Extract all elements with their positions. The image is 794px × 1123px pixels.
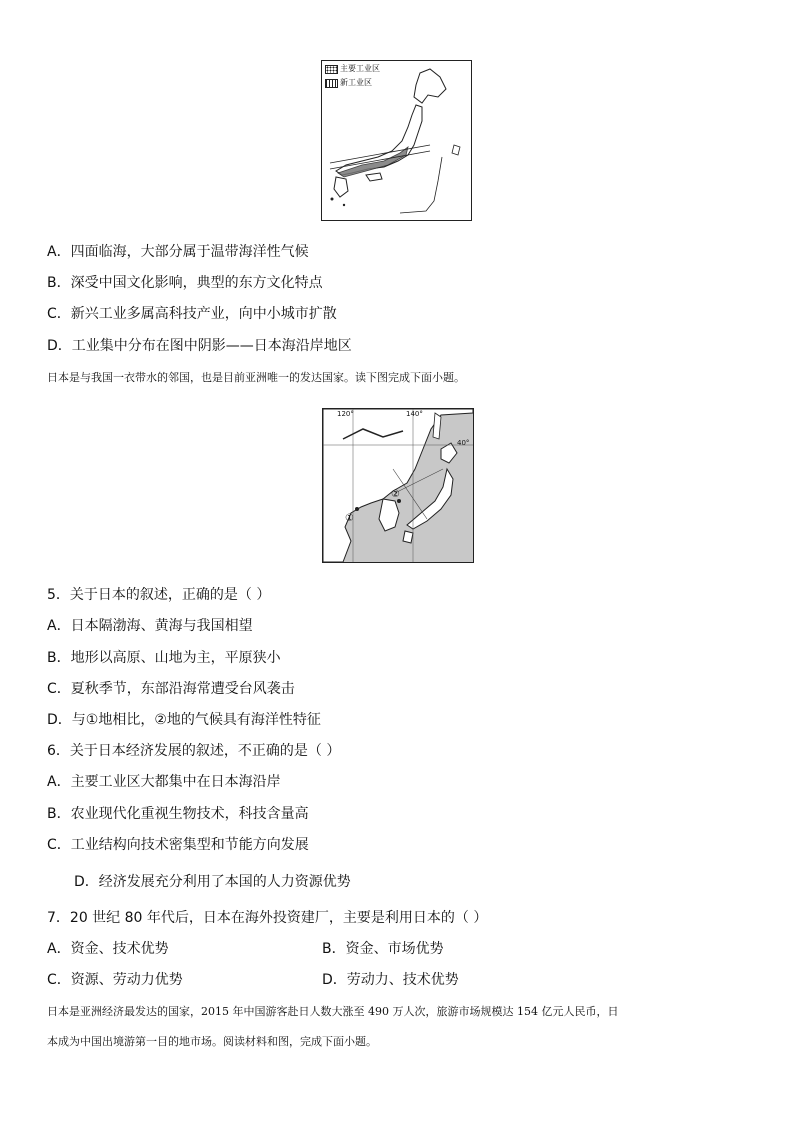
q7-option-b: B．资金、市场优势 <box>322 941 444 957</box>
q4-option-d: D．工业集中分布在图中阴影——日本海沿岸地区 <box>47 338 352 354</box>
east-asia-map <box>322 408 474 563</box>
q7-option-c: C．资源、劳动力优势 <box>47 972 183 988</box>
intro-paragraph-2-line-2: 本成为中国出境游第一目的地市场。阅读材料和图，完成下面小题。 <box>47 1035 377 1048</box>
q4-option-a: A．四面临海，大部分属于温带海洋性气候 <box>47 244 309 260</box>
q5-option-c: C．夏秋季节，东部沿海常遭受台风袭击 <box>47 681 295 697</box>
point-1-marker <box>355 507 359 511</box>
q6-option-a: A．主要工业区大都集中在日本海沿岸 <box>47 774 281 790</box>
intro-paragraph-1: 日本是与我国一衣带水的邻国，也是目前亚洲唯一的发达国家。读下图完成下面小题。 <box>47 371 465 384</box>
q4-option-b: B．深受中国文化影响，典型的东方文化特点 <box>47 275 323 291</box>
latitude-label-40: 40° <box>457 439 470 447</box>
q5-option-a: A．日本隔渤海、黄海与我国相望 <box>47 618 253 634</box>
legend-new-industrial: 新工业区 <box>325 78 372 88</box>
q5-option-d: D．与①地相比，②地的气候具有海洋性特征 <box>47 712 321 728</box>
japan-outline-map <box>322 61 471 220</box>
east-asia-outline-map <box>323 409 473 562</box>
legend-main-industrial: 主要工业区 <box>325 64 380 74</box>
q6-option-b: B．农业现代化重视生物技术，科技含量高 <box>47 806 309 822</box>
point-1-label: ① <box>345 513 354 524</box>
q6-stem: 6．关于日本经济发展的叙述，不正确的是（ ） <box>47 743 341 759</box>
q4-option-c: C．新兴工业多属高科技产业，向中小城市扩散 <box>47 306 337 322</box>
q7-option-d: D．劳动力、技术优势 <box>322 972 459 988</box>
longitude-label-120: 120° <box>337 410 354 418</box>
q5-stem: 5．关于日本的叙述，正确的是（ ） <box>47 587 271 603</box>
longitude-label-140: 140° <box>406 410 423 418</box>
q7-stem: 7．20 世纪 80 年代后，日本在海外投资建厂，主要是利用日本的（ ） <box>47 910 488 926</box>
q6-option-d: D．经济发展充分利用了本国的人力资源优势 <box>74 874 351 890</box>
intro-paragraph-2-line-1: 日本是亚洲经济最发达的国家，2015 年中国游客赴日人数大涨至 490 万人次，旅游市场规模达 154 亿元人民币，日 <box>47 1005 619 1018</box>
point-2-label: ② <box>391 489 400 500</box>
q5-option-b: B．地形以高原、山地为主，平原狭小 <box>47 650 281 666</box>
japan-industry-map <box>321 60 472 221</box>
q7-option-a: A．资金、技术优势 <box>47 941 169 957</box>
q6-option-c: C．工业结构向技术密集型和节能方向发展 <box>47 837 309 853</box>
